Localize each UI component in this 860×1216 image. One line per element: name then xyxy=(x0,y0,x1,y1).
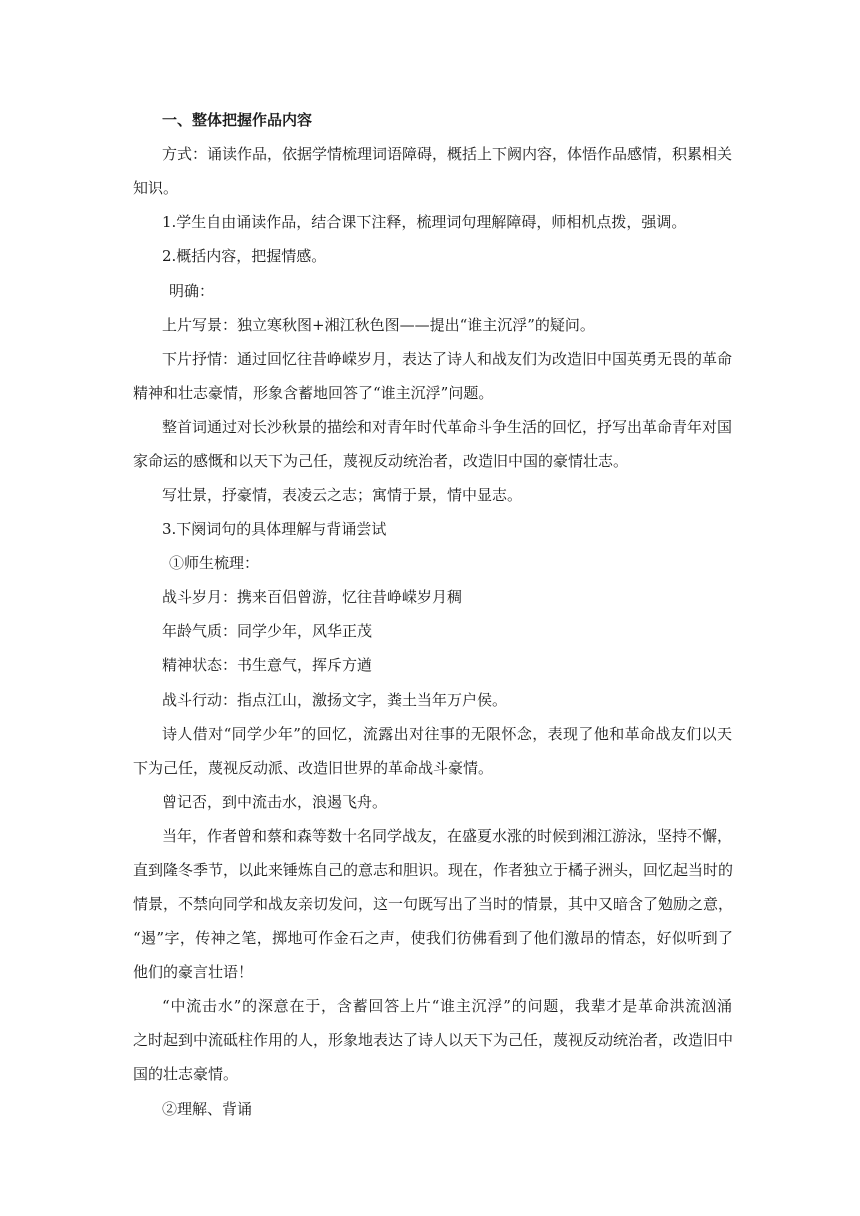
paragraph-line: 国的壮志豪情。 xyxy=(133,1065,239,1083)
paragraph-line: 曾记否，到中流击水，浪遏飞舟。 xyxy=(162,793,388,811)
paragraph-line: 1.学生自由诵读作品，结合课下注释，梳理词句理解障碍，师相机点拨，强调。 xyxy=(162,213,687,231)
paragraph-line: 下片抒情：通过回忆往昔峥嵘岁月，表达了诗人和战友们为改造旧中国英勇无畏的革命 xyxy=(162,350,733,368)
paragraph-line: 精神状态：书生意气，挥斥方遒 xyxy=(162,656,373,674)
paragraph-line: 下为己任，蔑视反动派、改造旧世界的革命战斗豪情。 xyxy=(133,759,494,777)
paragraph-line: 知识。 xyxy=(133,179,179,197)
paragraph-line: 明确： xyxy=(169,282,215,300)
paragraph-line: 情景，不禁向同学和战友亲切发问，这一句既写出了当时的情景，其中又暗含了勉励之意， xyxy=(133,895,734,913)
paragraph-line: “遏”字，传神之笔，掷地可作金石之声，使我们彷佛看到了他们激昂的情态，好似听到了 xyxy=(133,929,733,947)
paragraph-line: ②理解、背诵 xyxy=(162,1100,253,1118)
paragraph-line: 当年，作者曾和蔡和森等数十名同学战友，在盛夏水涨的时候到湘江游泳，坚持不懈， xyxy=(162,827,733,845)
paragraph-line: 2.概括内容，把握情感。 xyxy=(162,247,327,265)
paragraph-line: 战斗行动：指点江山，激扬文字，粪土当年万户侯。 xyxy=(162,691,508,709)
paragraph-line: 直到隆冬季节，以此来锤炼自己的意志和胆识。现在，作者独立于橘子洲头，回忆起当时的 xyxy=(133,861,734,879)
paragraph-line: 他们的豪言壮语！ xyxy=(133,963,254,981)
paragraph-line: 精神和壮志豪情，形象含蓄地回答了“谁主沉浮”问题。 xyxy=(133,384,494,402)
paragraph-line: 方式：诵读作品，依据学情梳理词语障碍，概括上下阙内容，体悟作品感情，积累相关 xyxy=(162,145,733,163)
paragraph-line: 之时起到中流砥柱作用的人，形象地表达了诗人以天下为己任，蔑视反动统治者，改造旧中 xyxy=(133,1031,734,1049)
paragraph-line: 写壮景，抒豪情，表凌云之志；寓情于景，情中显志。 xyxy=(162,486,523,504)
paragraph-line: 整首词通过对长沙秋景的描绘和对青年时代革命斗争生活的回忆，抒写出革命青年对国 xyxy=(162,418,733,436)
paragraph-line: 3.下阕词句的具体理解与背诵尝试 xyxy=(162,520,387,538)
paragraph-line: 上片写景：独立寒秋图+湘江秋色图——提出“谁主沉浮”的疑问。 xyxy=(162,316,595,334)
paragraph-line: 战斗岁月：携来百侣曾游，忆往昔峥嵘岁月稠 xyxy=(162,588,463,606)
paragraph-line: “中流击水”的深意在于，含蓄回答上片“谁主沉浮”的问题，我辈才是革命洪流汹涌 xyxy=(162,997,732,1015)
paragraph-line: 家命运的感慨和以天下为己任，蔑视反动统治者，改造旧中国的豪情壮志。 xyxy=(133,452,629,470)
section-heading: 一、整体把握作品内容 xyxy=(162,111,313,129)
paragraph-line: 诗人借对“同学少年”的回忆，流露出对往事的无限怀念，表现了他和革命战友们以天 xyxy=(162,725,732,743)
paragraph-line: ①师生梳理： xyxy=(169,554,260,572)
paragraph-line: 年龄气质：同学少年，风华正茂 xyxy=(162,622,373,640)
